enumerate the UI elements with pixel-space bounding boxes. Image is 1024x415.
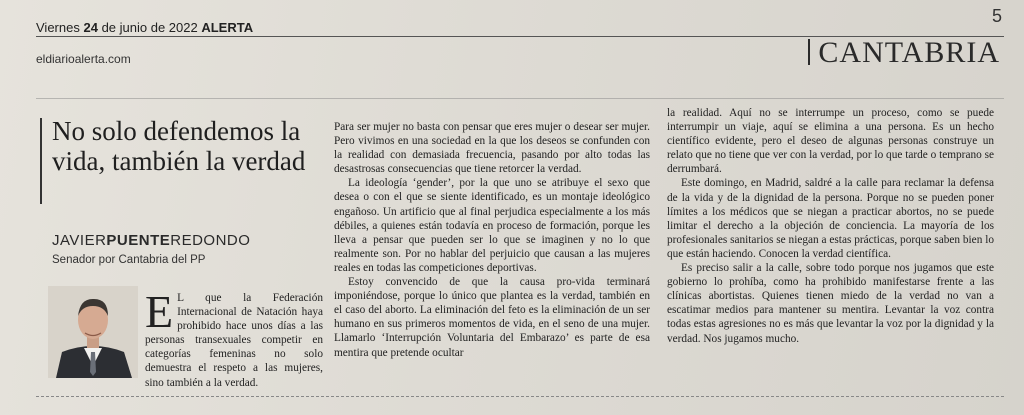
date-day: 24 — [83, 20, 98, 35]
section-label: CANTABRIA — [818, 36, 1000, 69]
top-divider — [36, 98, 1004, 99]
article-intro — [145, 286, 323, 390]
intro-text: L que la Federación Internacional de Natación haya prohibido hace unos días a las personas transexuales competir en categorías femeninas no solo demuestra el respeto a las mujeres, sino también a la verdad. — [145, 292, 323, 389]
author-middle: PUENTE — [106, 232, 171, 249]
article-headline: No solo defendemos la vida, también la verdad — [52, 116, 306, 176]
paragraph: Para ser mujer no basta con pensar que eres mujer o desear ser mujer. Pero vivimos en una sociedad en la que los deseos se confunden con la realidad con demasiada frecuencia, pasando por alto todas las desastrosas consecuencias que tiene retorcer la verdad. — [334, 121, 650, 176]
paragraph: Estoy convencido de que la causa pro-vida terminará imponiéndose, porque lo único que plantea es la verdad, también en el caso del aborto. La eliminación del feto es la eliminación de un ser humano en sus primeros momentos de vida, en el seno de una mujer. Llamarlo ‘Interrupción Voluntaria del Embarazo’ es parte de esa mentira que pretende ocultar — [334, 276, 650, 359]
bottom-divider — [36, 396, 1004, 397]
paper-name: ALERTA — [201, 20, 254, 35]
page-number: 5 — [991, 6, 1002, 26]
author-first: JAVIER — [52, 232, 107, 249]
dropcap: E — [145, 286, 174, 337]
header-date — [36, 20, 253, 35]
headline-accent-bar — [40, 118, 42, 204]
date-weekday: Viernes — [36, 20, 80, 35]
portrait-icon — [48, 286, 138, 378]
section-bar — [808, 39, 810, 65]
section-title — [808, 36, 1000, 70]
website-link[interactable]: eldiarioalerta.com — [36, 52, 131, 66]
article-column-3 — [667, 106, 994, 346]
paragraph: Es preciso salir a la calle, sobre todo porque nos jugamos que este gobierno lo prohíba, como ha prohibido manifestarse frente a las clínicas abortistas. Quienes tienen miedo de la verdad no van a escatimar medios para mantener su mentira. Levantar la voz contra todas estas agresiones no es más que levantar la voz por la dignidad y la verdad. Nos jugamos mucho. — [667, 262, 994, 345]
paragraph: la realidad. Aquí no se interrumpe un proceso, como se puede interrumpir un viaje, aquí se elimina a una persona. Es un hecho científico evidente, pero el deseo de algunas personas construye un relato que no tiene que ver con la verdad, por lo que tarde o temprano se derrumbará. — [667, 107, 994, 176]
author-photo — [48, 286, 138, 378]
article-column-2 — [334, 120, 650, 360]
author-role: Senador por Cantabria del PP — [52, 254, 206, 266]
paragraph: La ideología ‘gender’, por la que uno se atribuye el sexo que desea o con el que se siente identificado, es un montaje ideológico engañoso. Un artificio que al final perjudica especialmente a los más débiles, a quienes están todavía en proceso de formación, porque les lleva a pensar que pueden ser lo que se imaginen y no lo que realmente son. Por no hablar del perjuicio que causan a las mujeres reales en todas las competiciones deportivas. — [334, 177, 650, 274]
author-last: REDONDO — [170, 232, 251, 249]
author-byline — [52, 232, 250, 249]
paragraph: Este domingo, en Madrid, saldré a la calle para reclamar la defensa de la vida y de la dignidad de la persona. Porque no se pueden poner límites a los médicos que se niegan a practicar abortos, no se puede limitar el derecho a la objeción de conciencia. La mayoría de los profesionales sanitarios se niegan a estas prácticas, porque saben bien lo que están haciendo. Conocen la verdad científica. — [667, 177, 994, 260]
date-rest: de junio de 2022 — [101, 20, 198, 35]
